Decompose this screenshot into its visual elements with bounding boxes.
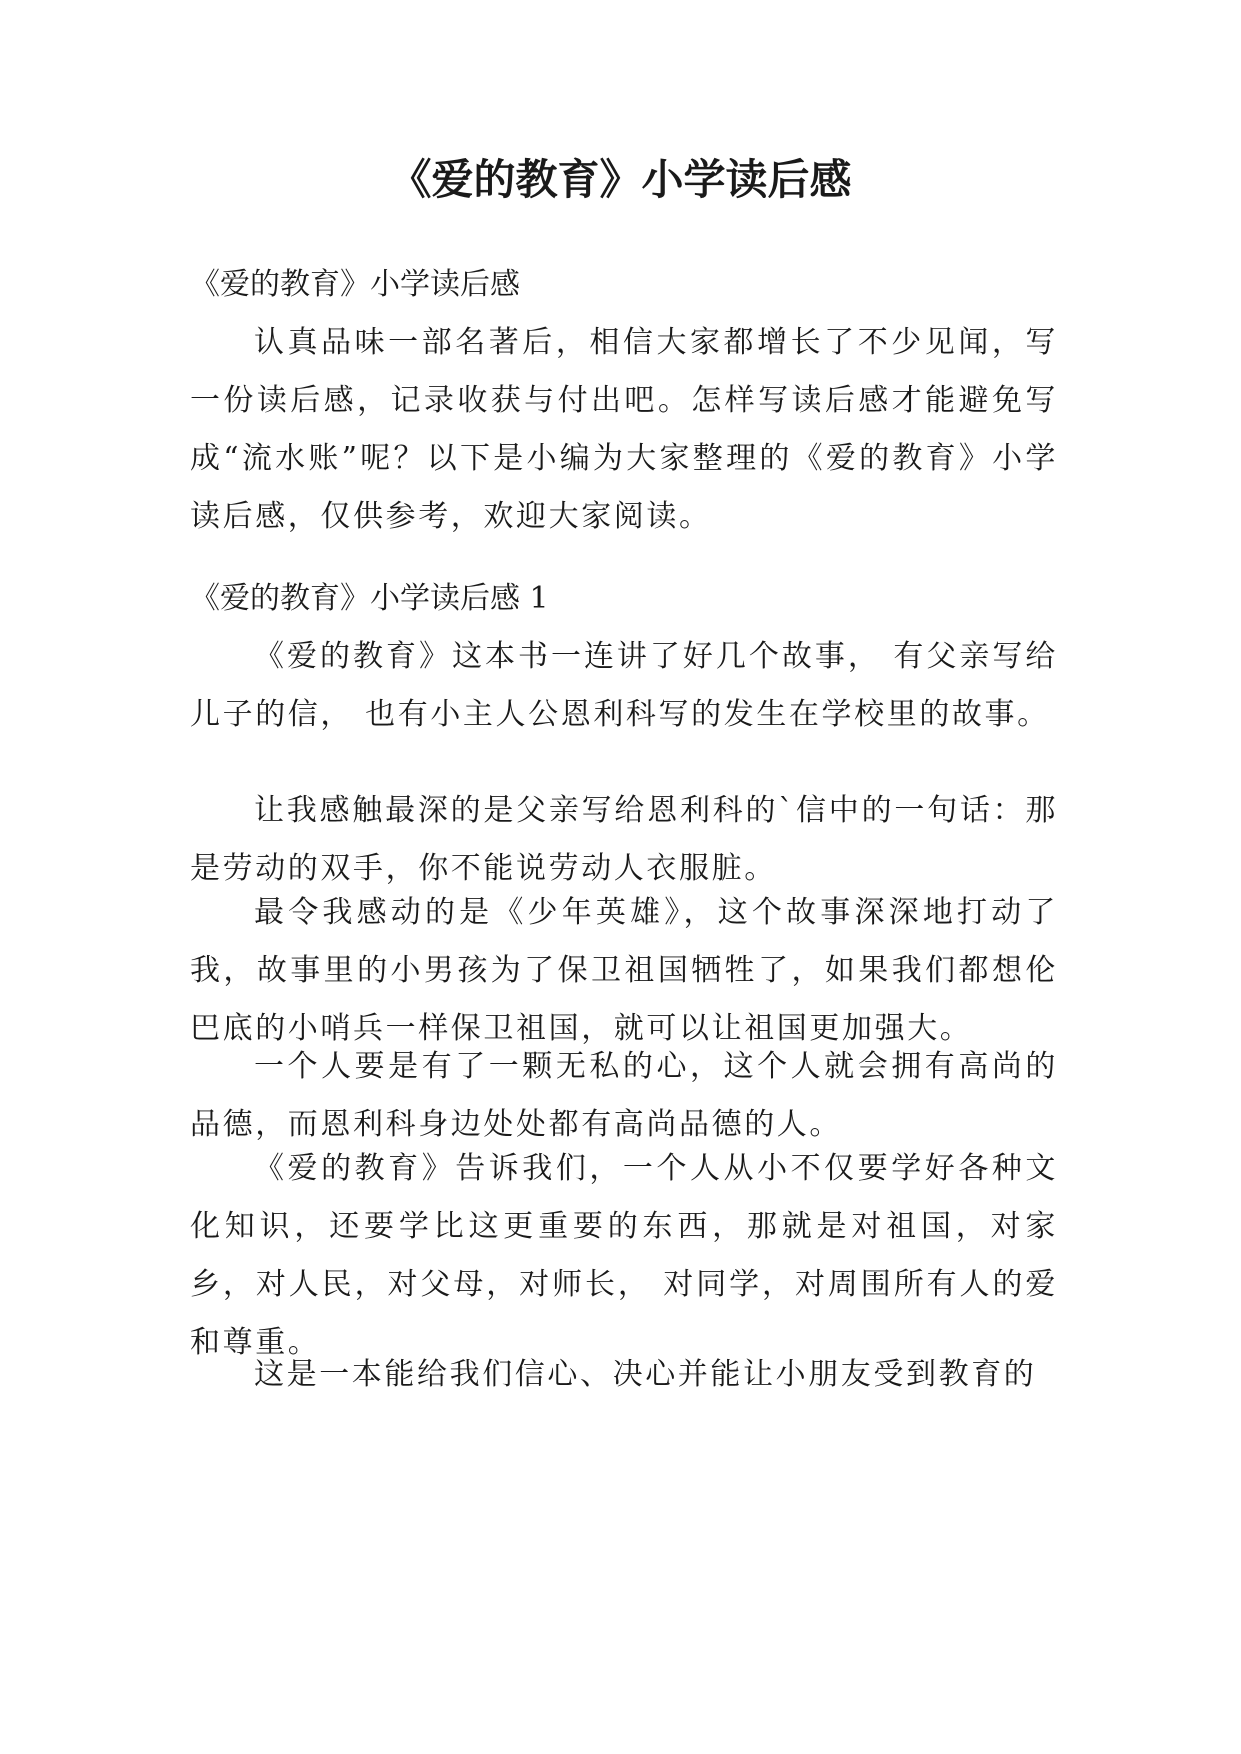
section-1-heading: 《爱的教育》小学读后感 1 <box>190 581 549 616</box>
section-1-paragraph-5: 《爱的教育》告诉我们，一个人从小不仅要学好各种文化知识，还要学比这更重要的东西，那就是对祖国，对家乡，对人民，对父母，对师长， 对同学，对周围所有人的爱和尊重。 <box>190 1151 1058 1360</box>
section-1-paragraph-2: 让我感触最深的是父亲写给恩利科的`信中的一句话：那是劳动的双手，你不能说劳动人衣服脏。 <box>190 793 1058 886</box>
intro-heading: 《爱的教育》小学读后感 <box>190 267 520 302</box>
intro-paragraph: 认真品味一部名著后，相信大家都增长了不少见闻，写一份读后感，记录收获与付出吧。怎样写读后感才能避免写成“流水账”呢？以下是小编为大家整理的《爱的教育》小学读后感，仅供参考，欢迎大家阅读。 <box>190 325 1058 534</box>
section-1-paragraph-6: 这是一本能给我们信心、决心并能让小朋友受到教育的 <box>254 1357 1037 1392</box>
section-1-paragraph-3: 最令我感动的是《少年英雄》，这个故事深深地打动了我，故事里的小男孩为了保卫祖国牺牲了，如果我们都想伦巴底的小哨兵一样保卫祖国，就可以让祖国更加强大。 <box>190 895 1058 1046</box>
section-1-paragraph-4: 一个人要是有了一颗无私的心，这个人就会拥有高尚的品德，而恩利科身边处处都有高尚品德的人。 <box>190 1049 1058 1142</box>
document-title: 《爱的教育》小学读后感 <box>389 155 852 204</box>
section-1-paragraph-1: 《爱的教育》这本书一连讲了好几个故事， 有父亲写给儿子的信， 也有小主人公恩利科写的发生在学校里的故事。 <box>190 639 1058 732</box>
